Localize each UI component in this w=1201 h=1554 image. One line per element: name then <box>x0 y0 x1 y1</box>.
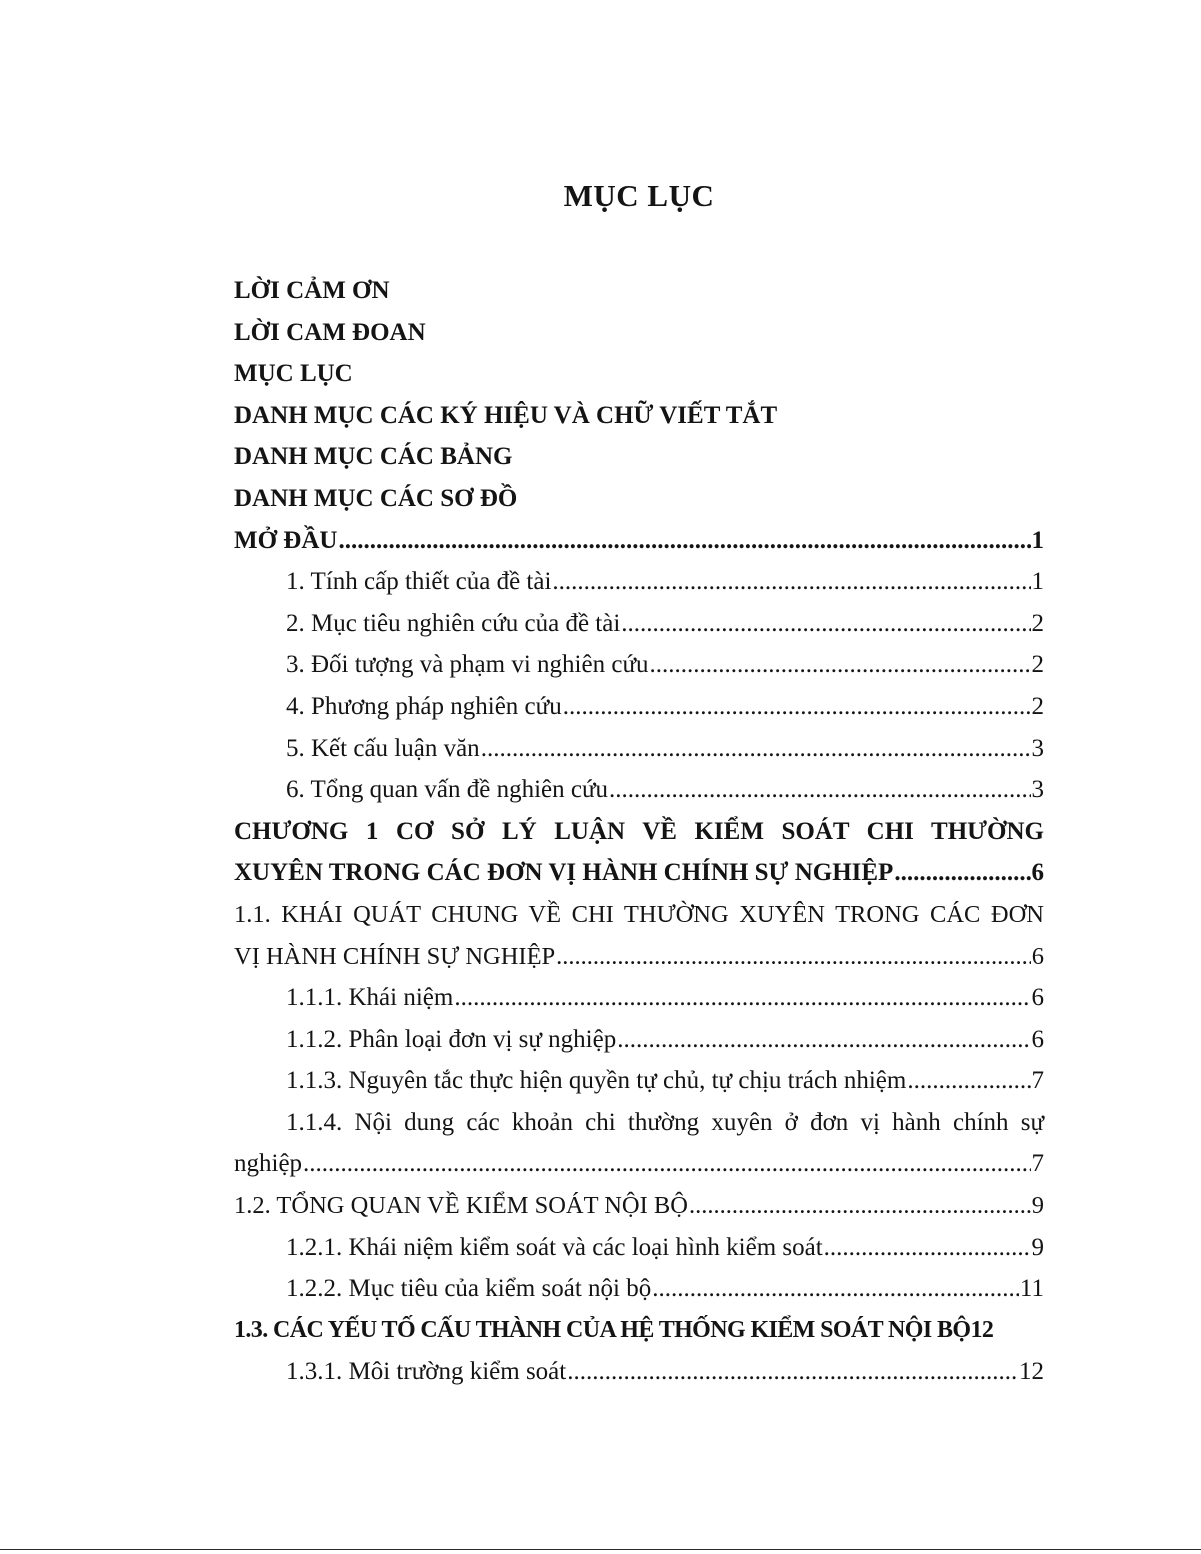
toc-entry-label: 3. Đối tượng và phạm vi nghiên cứu <box>286 651 649 679</box>
toc-entry-danh-muc-ky-hieu[interactable]: DANH MỤC CÁC KÝ HIỆU VÀ CHỮ VIẾT TẮT <box>234 401 778 429</box>
dot-leader <box>617 1019 1030 1061</box>
toc-entry-section-1-1-line-2[interactable] <box>234 936 1044 978</box>
toc-page-number: 1 <box>1031 568 1044 596</box>
toc-page-number: 12 <box>970 1316 994 1343</box>
toc-entry-label: MỞ ĐẦU <box>234 526 338 554</box>
toc-entry-1-1-2[interactable] <box>234 1019 1044 1061</box>
dot-leader <box>303 1143 1030 1185</box>
toc-page-number: 1 <box>1031 526 1044 554</box>
toc-page-number: 6 <box>1031 942 1044 970</box>
toc-entry-label: 1.1. KHÁI QUÁT CHUNG VỀ CHI THƯỜNG XUYÊN TRONG CÁC ĐƠN <box>234 900 1044 928</box>
toc-entry-1-1-1[interactable] <box>234 977 1044 1019</box>
dot-leader <box>567 1351 1018 1393</box>
toc-entry-1-3-1[interactable] <box>234 1351 1044 1393</box>
toc-entry-label: 1.3.1. Môi trường kiểm soát <box>286 1358 567 1386</box>
toc-entry-label: 1.2.2. Mục tiêu của kiểm soát nội bộ <box>286 1275 652 1303</box>
toc-page-number: 3 <box>1031 776 1044 804</box>
dot-leader <box>824 1227 1031 1269</box>
toc-entry-label: VỊ HÀNH CHÍNH SỰ NGHIỆP <box>234 942 556 970</box>
toc-entry-label: 1.2.1. Khái niệm kiểm soát và các loại hình kiểm soát <box>286 1233 823 1261</box>
toc-page-number: 3 <box>1031 734 1044 762</box>
toc-entry-intro-3[interactable] <box>234 644 1044 686</box>
toc-entry-intro-1[interactable] <box>234 561 1044 603</box>
toc-page-number: 6 <box>1031 859 1044 887</box>
toc-page-number: 2 <box>1031 609 1044 637</box>
toc-page-number: 6 <box>1031 1025 1044 1053</box>
toc-page-number: 12 <box>1019 1358 1044 1386</box>
toc-page-number: 9 <box>1031 1233 1044 1261</box>
toc-entry-danh-muc-bang[interactable]: DANH MỤC CÁC BẢNG <box>234 443 513 471</box>
toc-entry-1-2-2[interactable] <box>234 1268 1044 1310</box>
toc-page-number: 2 <box>1031 651 1044 679</box>
dot-leader <box>907 1060 1030 1102</box>
dot-leader <box>652 1268 1019 1310</box>
toc-entry-1-2-1[interactable] <box>234 1227 1044 1269</box>
toc-entry-section-1-2[interactable] <box>234 1185 1044 1227</box>
table-of-contents <box>234 270 1044 1393</box>
toc-entry-label: 1.1.3. Nguyên tắc thực hiện quyền tự chủ, tự chịu trách nhiệm <box>286 1067 907 1095</box>
dot-leader <box>689 1185 1031 1227</box>
toc-entry-1-1-4-line-2[interactable] <box>234 1143 1044 1185</box>
toc-entry-loi-cam-doan[interactable]: LỜI CAM ĐOAN <box>234 318 426 346</box>
toc-entry-mo-dau[interactable] <box>234 520 1044 562</box>
toc-entry-label: 1.3. CÁC YẾU TỐ CẤU THÀNH CỦA HỆ THỐNG KIỂM SOÁT NỘI BỘ <box>234 1316 971 1343</box>
toc-entry-intro-2[interactable] <box>234 603 1044 645</box>
toc-page-number: 2 <box>1031 692 1044 720</box>
toc-entry-chapter-1-line-1[interactable] <box>234 811 1044 853</box>
toc-entry-chapter-1-line-2[interactable] <box>234 852 1044 894</box>
toc-page-number: 6 <box>1031 984 1044 1012</box>
dot-leader <box>556 936 1031 978</box>
toc-entry-1-1-4-line-1[interactable] <box>234 1102 1044 1144</box>
toc-entry-label: 2. Mục tiêu nghiên cứu của đề tài <box>286 609 621 637</box>
toc-entry-section-1-3[interactable] <box>234 1310 1044 1352</box>
toc-entry-label: 1.1.1. Khái niệm <box>286 984 454 1012</box>
toc-page-number: 11 <box>1019 1275 1044 1303</box>
dot-leader <box>481 728 1031 770</box>
dot-leader <box>563 686 1031 728</box>
toc-entry-muc-luc[interactable]: MỤC LỤC <box>234 360 353 388</box>
dot-leader <box>650 644 1031 686</box>
toc-entry-section-1-1-line-1[interactable] <box>234 894 1044 936</box>
toc-entry-intro-6[interactable] <box>234 769 1044 811</box>
toc-entry-label: nghiệp <box>234 1150 303 1178</box>
toc-page-number: 7 <box>1031 1150 1044 1178</box>
dot-leader <box>338 520 1030 562</box>
toc-entry-label: 1. Tính cấp thiết của đề tài <box>286 568 552 596</box>
toc-entry-label: 4. Phương pháp nghiên cứu <box>286 692 562 720</box>
toc-page-number: 9 <box>1031 1192 1044 1220</box>
toc-entry-loi-cam-on[interactable]: LỜI CẢM ƠN <box>234 277 390 304</box>
page-bottom-rule <box>0 1549 1201 1550</box>
toc-entry-intro-4[interactable] <box>234 686 1044 728</box>
toc-entry-label: 6. Tổng quan vấn đề nghiên cứu <box>286 776 609 804</box>
dot-leader <box>894 852 1030 894</box>
toc-entry-label: 1.1.2. Phân loại đơn vị sự nghiệp <box>286 1025 617 1053</box>
dot-leader <box>552 561 1030 603</box>
dot-leader <box>454 977 1030 1019</box>
toc-page-number: 7 <box>1031 1067 1044 1095</box>
toc-entry-label: 1.2. TỔNG QUAN VỀ KIỂM SOÁT NỘI BỘ <box>234 1192 688 1220</box>
toc-entry-1-1-3[interactable] <box>234 1060 1044 1102</box>
toc-entry-label: 1.1.4. Nội dung các khoản chi thường xuyên ở đơn vị hành chính sự <box>286 1108 1044 1136</box>
toc-entry-intro-5[interactable] <box>234 728 1044 770</box>
dot-leader <box>609 769 1030 811</box>
toc-entry-label: XUYÊN TRONG CÁC ĐƠN VỊ HÀNH CHÍNH SỰ NGHIỆP <box>234 859 894 887</box>
toc-entry-label: CHƯƠNG 1 CƠ SỞ LÝ LUẬN VỀ KIỂM SOÁT CHI THƯỜNG <box>234 817 1044 845</box>
toc-entry-label: 5. Kết cấu luận văn <box>286 734 480 762</box>
page-title: MỤC LỤC <box>563 178 715 213</box>
toc-entry-danh-muc-so-do[interactable]: DANH MỤC CÁC SƠ ĐỒ <box>234 484 518 512</box>
dot-leader <box>621 603 1030 645</box>
